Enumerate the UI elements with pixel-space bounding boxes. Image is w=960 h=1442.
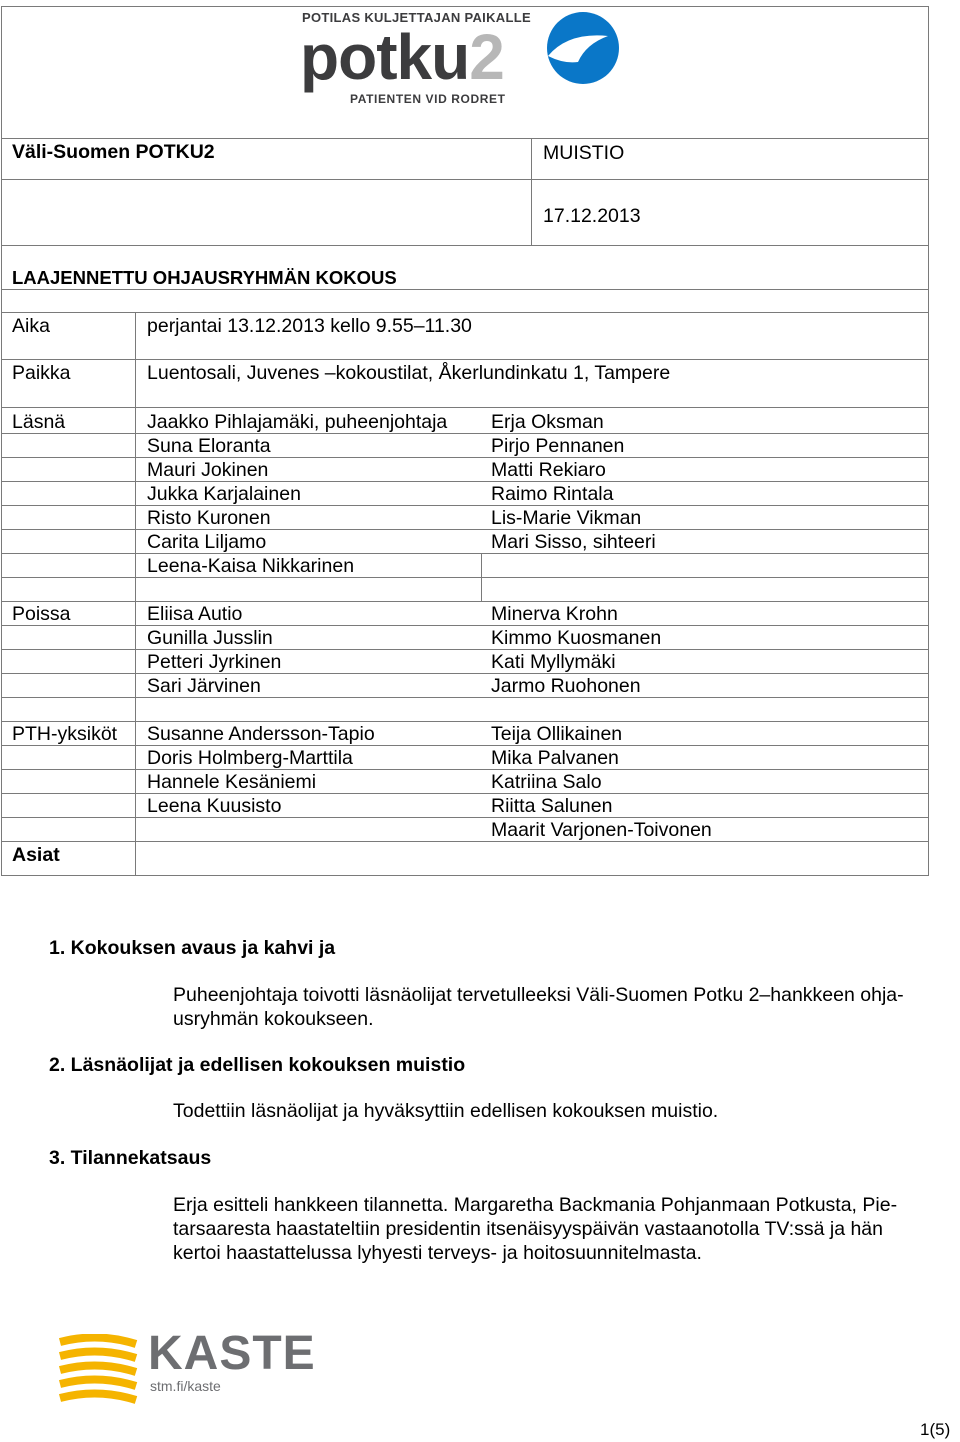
meeting-title: LAAJENNETTU OHJAUSRYHMÄN KOKOUS xyxy=(12,267,397,288)
section-heading: 3. Tilannekatsaus xyxy=(49,1147,212,1169)
absentee: Jarmo Ruohonen xyxy=(491,675,641,697)
attendee: Raimo Rintala xyxy=(491,483,614,505)
section-body-line: Puheenjohtaja toivotti läsnäolijat tervetulleeksi Väli-Suomen Potku 2–hankkeen ohja- xyxy=(173,984,904,1006)
present-label: Läsnä xyxy=(12,411,66,433)
attendee: Jukka Karjalainen xyxy=(147,483,301,505)
pth-member: Katriina Salo xyxy=(491,771,602,793)
section-heading: 1. Kokouksen avaus ja kahvi ja xyxy=(49,937,336,959)
pth-member: Susanne Andersson-Tapio xyxy=(147,723,375,745)
organization-title: Väli-Suomen POTKU2 xyxy=(12,141,215,163)
logo-tagline-top: POTILAS KULJETTAJAN PAIKALLE xyxy=(302,10,531,25)
place-value: Luentosali, Juvenes –kokoustilat, Åkerlundinkatu 1, Tampere xyxy=(147,362,671,384)
section-body-line: Erja esitteli hankkeen tilannetta. Margaretha Backmania Pohjanmaan Potkusta, Pie- xyxy=(173,1194,898,1216)
absentee: Sari Järvinen xyxy=(147,675,261,697)
time-label: Aika xyxy=(12,315,50,337)
absentee: Petteri Jyrkinen xyxy=(147,651,282,673)
potku2-logo xyxy=(300,6,640,110)
attendee: Suna Eloranta xyxy=(147,435,271,457)
attendee: Mari Sisso, sihteeri xyxy=(491,531,656,553)
section-body-line: tarsaaresta haastateltiin presidentin itsenäisyyspäivän vastaanotolla TV:ssä ja hän xyxy=(173,1218,883,1240)
absentee: Gunilla Jusslin xyxy=(147,627,273,649)
page-number: 1(5) xyxy=(920,1420,951,1439)
pth-member: Mika Palvanen xyxy=(491,747,619,769)
attendee: Risto Kuronen xyxy=(147,507,271,529)
pth-member: Doris Holmberg-Marttila xyxy=(147,747,353,769)
absentee: Minerva Krohn xyxy=(491,603,618,625)
attendee: Carita Liljamo xyxy=(147,531,267,553)
pth-member: Maarit Varjonen-Toivonen xyxy=(491,819,712,841)
place-label: Paikka xyxy=(12,362,71,384)
attendee: Pirjo Pennanen xyxy=(491,435,625,457)
document-date: 17.12.2013 xyxy=(543,205,641,227)
absentee: Eliisa Autio xyxy=(147,603,243,625)
attendee: Matti Rekiaro xyxy=(491,459,606,481)
attendee: Jaakko Pihlajamäki, puheenjohtaja xyxy=(147,411,448,433)
pth-member: Riitta Salunen xyxy=(491,795,613,817)
pth-label: PTH-yksiköt xyxy=(12,723,118,745)
kaste-wordmark: KASTE xyxy=(148,1327,316,1380)
potku-circle-icon xyxy=(538,10,628,86)
document-type: MUISTIO xyxy=(543,142,625,164)
attendee: Mauri Jokinen xyxy=(147,459,269,481)
logo-wordmark-number: 2 xyxy=(469,21,505,93)
section-heading: 2. Läsnäolijat ja edellisen kokouksen muistio xyxy=(49,1054,466,1076)
absentee: Kimmo Kuosmanen xyxy=(491,627,662,649)
pth-member: Leena Kuusisto xyxy=(147,795,282,817)
section-body-line: Todettiin läsnäolijat ja hyväksyttiin edellisen kokouksen muistio. xyxy=(173,1100,719,1122)
kaste-url: stm.fi/kaste xyxy=(150,1378,221,1394)
absentee: Kati Myllymäki xyxy=(491,651,616,673)
asiat-label: Asiat xyxy=(12,844,60,866)
logo-tagline-bottom: PATIENTEN VID RODRET xyxy=(350,92,506,106)
kaste-stripes-icon xyxy=(58,1334,140,1406)
attendee: Erja Oksman xyxy=(491,411,604,433)
section-body-line: kertoi haastattelussa lyhyesti terveys- ja hoitosuunnitelmasta. xyxy=(173,1242,702,1264)
pth-member: Teija Ollikainen xyxy=(491,723,623,745)
attendee: Leena-Kaisa Nikkarinen xyxy=(147,555,355,577)
time-value: perjantai 13.12.2013 kello 9.55–11.30 xyxy=(147,315,472,337)
section-body-line: usryhmän kokoukseen. xyxy=(173,1008,374,1030)
kaste-logo xyxy=(58,1327,316,1410)
pth-member: Hannele Kesäniemi xyxy=(147,771,317,793)
absent-label: Poissa xyxy=(12,603,71,625)
logo-wordmark: potku xyxy=(300,21,470,93)
attendee: Lis-Marie Vikman xyxy=(491,507,642,529)
